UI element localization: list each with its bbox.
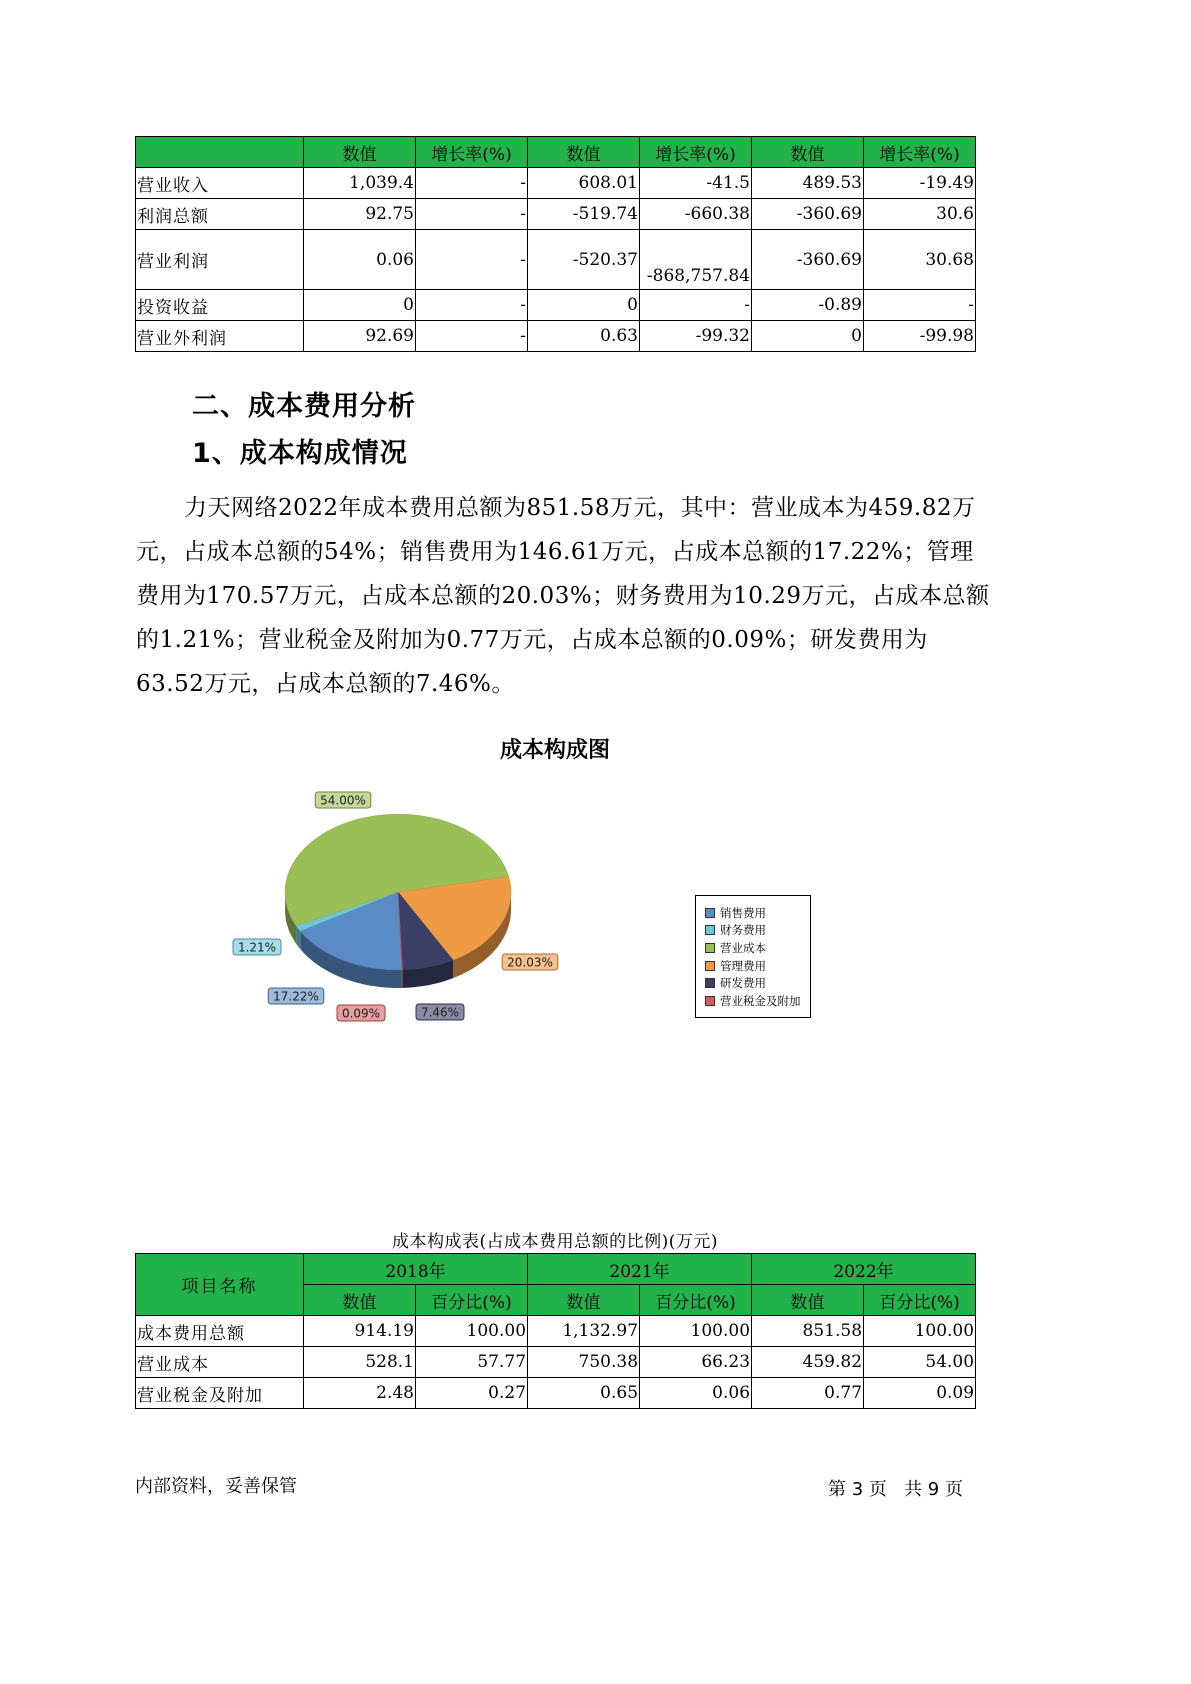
header-cell: 增长率(%) [864, 137, 976, 168]
cell: 1,039.4 [304, 168, 416, 199]
cell: 92.75 [304, 199, 416, 230]
cell: -41.5 [640, 168, 752, 199]
data-label: 54.00% [320, 793, 366, 808]
table-row [136, 1378, 976, 1409]
cell: - [640, 290, 752, 321]
header-cell: 百分比(%) [640, 1285, 752, 1316]
cell: 750.38 [528, 1347, 640, 1378]
legend-swatch [705, 996, 715, 1006]
legend-label: 营业税金及附加 [720, 993, 801, 1008]
data-label: 1.21% [237, 940, 277, 955]
sub-heading: 1、成本构成情况 [192, 438, 408, 469]
data-label: 7.46% [420, 1005, 460, 1020]
legend-swatch [705, 978, 715, 988]
legend-label: 财务费用 [720, 923, 766, 938]
cell: 54.00 [864, 1347, 976, 1378]
cell: 0.63 [528, 321, 640, 352]
cell: 0.27 [416, 1378, 528, 1409]
table-header-row [136, 1254, 976, 1285]
cell: 0.06 [640, 1378, 752, 1409]
row-label: 营业收入 [136, 168, 304, 199]
cell: 459.82 [752, 1347, 864, 1378]
row-label: 营业外利润 [136, 321, 304, 352]
row-label: 利润总额 [136, 199, 304, 230]
cell: 0.09 [864, 1378, 976, 1409]
cell: -99.98 [864, 321, 976, 352]
cell: 914.19 [304, 1316, 416, 1347]
cell: - [864, 290, 976, 321]
legend-swatch [705, 925, 715, 935]
data-label: 0.09% [341, 1006, 381, 1021]
cost-structure-table [135, 1253, 976, 1409]
legend-swatch [705, 961, 715, 971]
cell: 0 [752, 321, 864, 352]
cell: 92.69 [304, 321, 416, 352]
legend-swatch [705, 908, 715, 918]
legend-item [696, 992, 810, 1010]
cell: 528.1 [304, 1347, 416, 1378]
year-header: 2021年 [528, 1254, 752, 1285]
cell: -0.89 [752, 290, 864, 321]
header-cell: 数值 [752, 137, 864, 168]
header-cell: 数值 [528, 1285, 640, 1316]
row-label: 营业税金及附加 [136, 1378, 304, 1409]
cell: -360.69 [752, 199, 864, 230]
header-cell: 增长率(%) [416, 137, 528, 168]
cell: - [416, 321, 528, 352]
section-heading: 二、成本费用分析 [192, 391, 416, 422]
legend-label: 研发费用 [720, 976, 766, 991]
cell: 57.77 [416, 1347, 528, 1378]
cell: 100.00 [864, 1316, 976, 1347]
header-cell: 百分比(%) [864, 1285, 976, 1316]
row-label: 营业利润 [136, 230, 304, 290]
table-row [136, 1347, 976, 1378]
row-label: 投资收益 [136, 290, 304, 321]
legend-swatch [705, 943, 715, 953]
cell: -520.37 [528, 230, 640, 290]
legend-label: 销售费用 [720, 905, 766, 920]
chart-legend [695, 895, 811, 1018]
header-cell: 增长率(%) [640, 137, 752, 168]
cell: -519.74 [528, 199, 640, 230]
legend-item [696, 974, 810, 992]
legend-item [696, 904, 810, 922]
cell: 0.65 [528, 1378, 640, 1409]
header-cell: 项目名称 [136, 1254, 304, 1316]
table-row [136, 1316, 976, 1347]
cell: 0 [304, 290, 416, 321]
cell: - [416, 199, 528, 230]
cell: 1,132.97 [528, 1316, 640, 1347]
cell: 100.00 [640, 1316, 752, 1347]
cell: -19.49 [864, 168, 976, 199]
cell: 0.06 [304, 230, 416, 290]
legend-item [696, 922, 810, 940]
data-label: 20.03% [507, 955, 553, 970]
cell: -360.69 [752, 230, 864, 290]
footer-left: 内部资料，妥善保管 [135, 1476, 297, 1497]
cell: - [416, 290, 528, 321]
page-number: 第 3 页 共 9 页 [828, 1479, 963, 1500]
header-cell: 数值 [752, 1285, 864, 1316]
cell: 30.68 [864, 230, 976, 290]
table-caption: 成本构成表(占成本费用总额的比例)(万元) [391, 1232, 719, 1252]
cell: -99.32 [640, 321, 752, 352]
row-label: 营业成本 [136, 1347, 304, 1378]
data-label: 17.22% [273, 989, 319, 1004]
pie-top [285, 814, 511, 970]
cell: - [416, 168, 528, 199]
header-cell: 数值 [304, 137, 416, 168]
cell: 30.6 [864, 199, 976, 230]
header-cell: 数值 [528, 137, 640, 168]
cell: 851.58 [752, 1316, 864, 1347]
chart-title: 成本构成图 [499, 738, 610, 763]
year-header: 2022年 [752, 1254, 976, 1285]
cell: - [416, 230, 528, 290]
analysis-paragraph: 力天网络2022年成本费用总额为851.58万元，其中：营业成本为459.82万元，占成本总额的54%；销售费用为146.61万元，占成本总额的17.22%；管理费用为170.57万元，占成本总额的20.03%；财务费用为10.29万元，占成本总额的1.21%；营业税金及附加为0.77万元，占成本总额的0.09%；研发费用为63.52万元，占成本总额的7.46%。 [136, 495, 990, 697]
cell: -660.38 [640, 199, 752, 230]
legend-item [696, 939, 810, 957]
legend-label: 营业成本 [720, 940, 766, 955]
header-cell: 百分比(%) [416, 1285, 528, 1316]
cell: -868,757.84 [640, 230, 752, 290]
cell: 608.01 [528, 168, 640, 199]
header-cell: 数值 [304, 1285, 416, 1316]
cell: 0.77 [752, 1378, 864, 1409]
pie-side-5 [402, 970, 403, 988]
legend-item [696, 957, 810, 975]
year-header: 2018年 [304, 1254, 528, 1285]
cell: 0 [528, 290, 640, 321]
cell: 2.48 [304, 1378, 416, 1409]
cell: 489.53 [752, 168, 864, 199]
row-label: 成本费用总额 [136, 1316, 304, 1347]
legend-label: 管理费用 [720, 958, 766, 973]
cell: 66.23 [640, 1347, 752, 1378]
cell: 100.00 [416, 1316, 528, 1347]
